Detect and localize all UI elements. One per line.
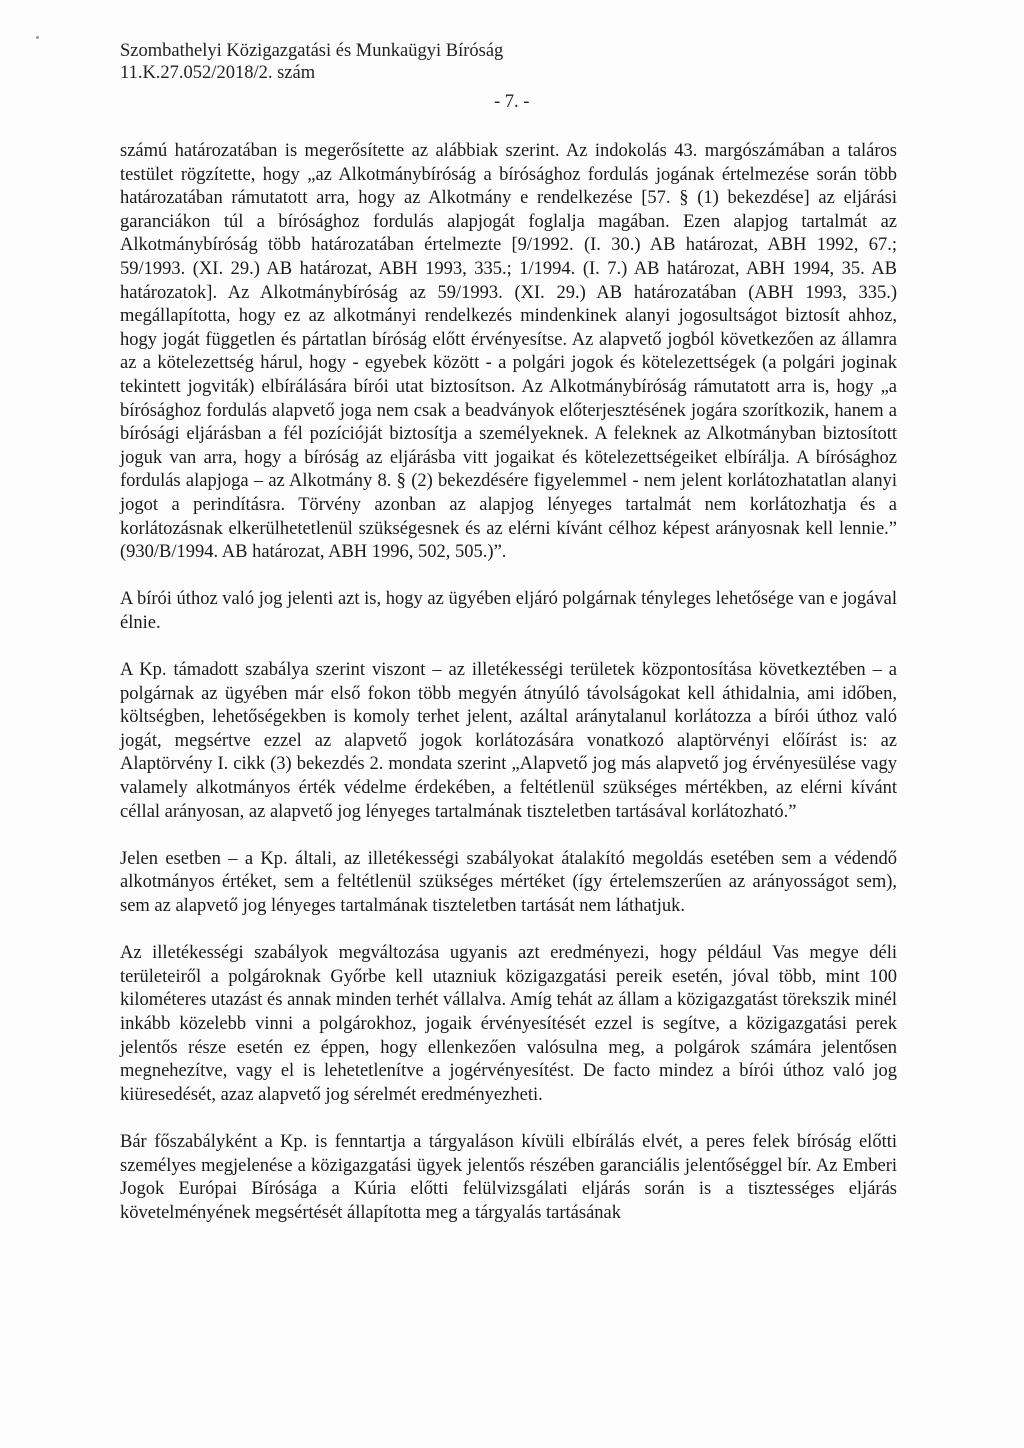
paragraph: Jelen esetben – a Kp. általi, az illetékességi szabályokat átalakító megoldás esetében sem a védendő alkotmányos értéket, sem a feltétlenül szükséges mértéket (így értelemszerűen az arányosságot sem), sem az alapvető jog lényeges tartalmának tiszteletben tartását nem láthatjuk.: [120, 848, 897, 916]
paragraph: számú határozatában is megerősítette az alábbiak szerint. Az indokolás 43. margószámában a taláros testület rögzítette, hogy „az Alkotmánybíróság a bírósághoz fordulás jogának értelmezése során több határozatában rámutatott arra, hogy az Alkotmány e rendelkezése [57. § (1) bekezdése] az eljárási garanciákon túl a bírósághoz fordulás alapjogát foglalja magában. Ezen alapjog tartalmát az Alkotmánybíróság több határozatában értelmezte [9/1992. (I. 30.) AB határozat, ABH 1992, 67.; 59/1993. (XI. 29.) AB határozat, ABH 1993, 335.; 1/1994. (I. 7.) AB határozat, ABH 1994, 35. AB határozatok]. Az Alkotmánybíróság az 59/1993. (XI. 29.) AB határozatában (ABH 1993, 335.) megállapította, hogy ez az alkotmányi rendelkezés mindenkinek alanyi jogosultságot biztosít ahhoz, hogy jogát független és pártatlan bíróság előtt érvényesítse. Az alapvető jogból következően az államra az a kötelezettség hárul, hogy - egyebek között - a polgári jogok és kötelezettségek (a polgári joginak tekintett jogviták) elbírálására bírói utat biztosítson. Az Alkotmánybíróság rámutatott arra is, hogy „a bírósághoz fordulás alapvető joga nem csak a beadványok előterjesztésének jogára szorítkozik, hanem a bírósági eljárásban a fél pozícióját biztosítja a személyeknek. A feleknek az Alkotmányban biztosított joguk van arra, hogy a bíróság az eljárásba vitt jogaikat és kötelezettségeiket elbírálja. A bírósághoz fordulás alapjoga – az Alkotmány 8. § (2) bekezdésére figyelemmel - nem jelent korlátozhatatlan alanyi jogot a perindításra. Törvény azonban az alapjog lényeges tartalmát nem korlátozhatja és a korlátozásnak elkerülhetetlenül szükségesnek és az elérni kívánt célhoz képest arányosnak kell lennie.” (930/B/1994. AB határozat, ABH 1996, 502, 505.)”.: [120, 141, 897, 563]
document-body: [120, 140, 897, 1249]
court-name: Szombathelyi Közigazgatási és Munkaügyi Bíróság: [120, 41, 504, 61]
scan-speck: [36, 36, 39, 39]
document-header: [120, 40, 503, 84]
page-number: - 7. -: [494, 92, 530, 112]
paragraph: A bírói úthoz való jog jelenti azt is, hogy az ügyében eljáró polgárnak tényleges lehetősége van e jogával élnie.: [120, 589, 897, 633]
paragraph: Bár főszabályként a Kp. is fenntartja a tárgyaláson kívüli elbírálás elvét, a peres felek bíróság előtti személyes megjelenése a közigazgatási ügyek jelentős részében garanciális jelentőséggel bír. Az Emberi Jogok Európai Bírósága a Kúria előtti felülvizsgálati eljárás során is a tisztességes eljárás követelményének megsértését állapította meg a tárgyalás tartásának: [120, 1131, 897, 1223]
case-number: 11.K.27.052/2018/2. szám: [120, 63, 316, 83]
paragraph: Az illetékességi szabályok megváltozása ugyanis azt eredményezi, hogy például Vas megye déli területeiről a polgároknak Győrbe kell utazniuk közigazgatási pereik esetén, jóval több, mint 100 kilométeres utazást és annak minden terhét vállalva. Amíg tehát az állam a közigazgatást törekszik minél inkább közelebb vinni a polgárokhoz, jogaik érvényesítését ezzel is segítve, a közigazgatási perek jelentős része esetén ez éppen, hogy ellenkezően valósulna meg, a polgárok számára jelentősen megnehezítve, vagy el is lehetetlenítve a jogérvényesítést. De facto mindez a bírói úthoz való jog kiüresedését, azaz alapvető jog sérelmét eredményezheti.: [120, 943, 897, 1105]
paragraph: A Kp. támadott szabálya szerint viszont – az illetékességi területek központosítása következtében – a polgárnak az ügyében már első fokon több megyén átnyúló távolságokat kell áthidalnia, ami időben, költségben, lehetőségekben is komoly terhet jelent, azáltal aránytalanul korlátozza a bírói úthoz való jogát, megsértve ezzel az alapvető jogok korlátozására vonatkozó alaptörvényi előírást is: az Alaptörvény I. cikk (3) bekezdés 2. mondata szerint „Alapvető jog más alapvető jog érvényesülése vagy valamely alkotmányos érték védelme érdekében, a feltétlenül szükséges mértékben, az elérni kívánt céllal arányosan, az alapvető jog lényeges tartalmának tiszteletben tartásával korlátozható.”: [120, 660, 897, 822]
